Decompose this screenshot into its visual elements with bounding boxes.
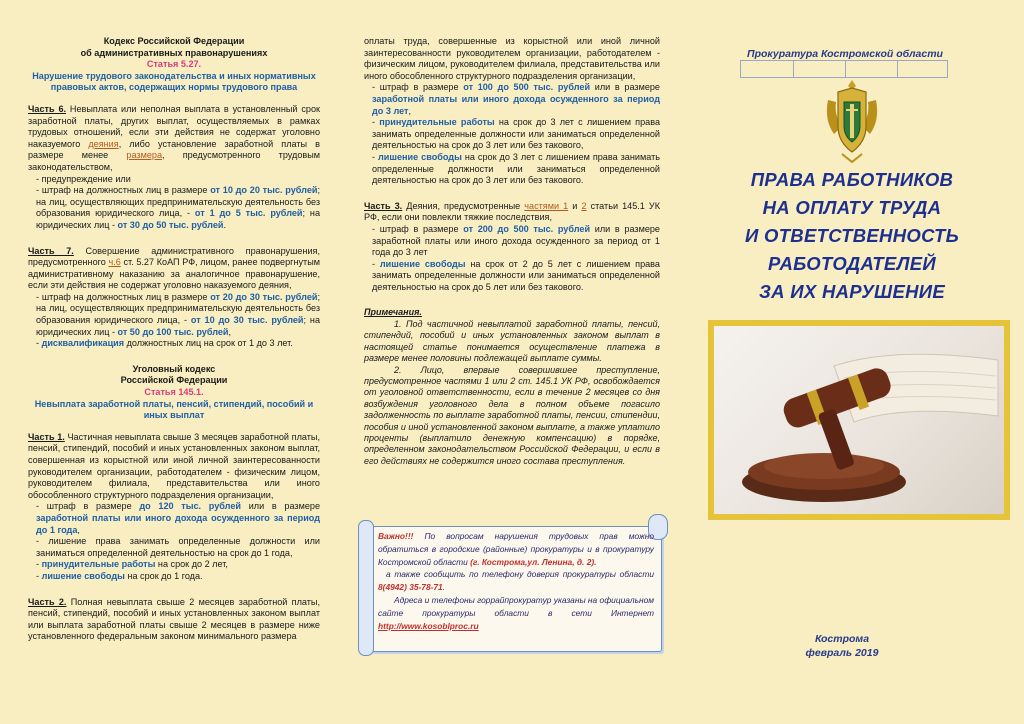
uk-part2: Часть 2. Полная невыплата свыше 2 месяцев заработной платы, пенсий, стипендий, пособий и иных установленных законом выплат или выплата заработной платы свыше 2 месяцев в размере ниже установленного федеральным законом минимального размера [28,596,320,642]
note-2: 2. Лицо, впервые совершившее преступление, предусмотренное частями 1 или 2 ст. 145.1 УК РФ, освобождается от уголовной ответственности, если в течение 2 месяцев со дня возбуждения уголовного дела в полном объеме погасило задолженность по выплате заработной платы, пенсии, стипендии, пособия и иной установленной законом выплате, а также уплатило проценты (выплатило денежную компенсацию) в порядке, определенном законодательством Российской Федерации, и если в его действиях не содержится иного состава преступления. [364,364,660,466]
koap-heading-2: об административных правонарушениях [80,47,268,58]
uk-heading-2: Российской Федерации [120,375,228,386]
uk-part2-item-3: - лишение свободы на срок до 3 лет с лишением права занимать определенные должности или заниматься определенной деятельностью на срок до 3 лет или без такового. [372,151,660,186]
link-parts-1[interactable]: частями 1 [524,200,569,211]
koap-part6: Часть 6. Невыплата или неполная выплата в установленный срок заработной платы, других выплат, осуществляемых в рамках трудовых отношений, если эти действия не содержат уголовно наказуемого деяния, либо установление заработной платы в размере менее размера, предусмотренного трудовым законодательством, [28,103,321,172]
scroll-curl-left [358,520,374,656]
left-panel [0,0,342,724]
uk-part2-item-1: - штраф в размере от 100 до 500 тыс. рублей или в размере заработной платы или иного дохода осужденного за период до 3 лет, [372,82,660,116]
city-date [772,632,912,660]
part6-item-2: - штраф на должностных лиц в размере от 10 до 20 тыс. рублей; на лиц, осуществляющих предпринимательскую деятельность без образования юридического лица, - от 1 до 5 тыс. рублей; на юридических лиц - от 30 до 50 тыс. рублей. [36,185,320,230]
uk-article: Статья 145.1. [144,387,204,398]
prosecutor-emblem-icon [820,76,884,164]
gavel-and-book-image [714,326,1004,514]
city-name: Кострома [814,633,870,645]
uk-part2-item-2: - принудительные работы на срок до 3 лет с лишением права занимать определенные должности или заниматься определенной деятельностью на срок до 3 лет или без такового, [372,117,661,151]
uk-part3-item-2: - лишение свободы на срок от 2 до 5 лет с лишением права занимать определенные должности или заниматься определенной деятельностью на срок до 5 лет или без такового. [372,258,660,292]
important-label: Важно!!! [378,531,414,541]
cover-panel [672,0,1024,724]
koap-article-title: Нарушение трудового законодательства и иных нормативных правовых актов, содержащих нормы трудового права [32,70,316,93]
uk-heading-1: Уголовный кодекс [132,363,216,374]
gavel-photo [708,320,1010,520]
koap-article: Статья 5.27. [146,59,202,70]
brochure-title: ПРАВА РАБОТНИКОВ НА ОПЛАТУ ТРУДА И ОТВЕТСТВЕННОСТЬ РАБОТОДАТЕЛЕЙ ЗА ИХ НАРУШЕНИЕ [744,169,960,302]
koap-part7: Часть 7. Совершение административного правонарушения, предусмотренного ч.6 ст. 5.27 КоАП РФ, лицом, ранее подвергнутым административному наказанию за аналогичное правонарушение, если эти действия не содержат уголовно наказуемого деяния, [28,245,320,291]
uk-part1-item-3: - принудительные работы на срок до 2 лет, [36,559,228,570]
koap-heading-1: Кодекс Российской Федерации [103,36,245,46]
scroll-text: Важно!!! По вопросам нарушения трудовых прав можно обратиться в городские (районные) прокуратуры и в прокуратуру Костромской области (г. Кострома,ул. Ленина, д. 2). а также сообщить по телефону доверия прокуратуры области 8(4942) 35-78-71. Адреса и телефоны горрайпрокуратур указаны на официальном сайте прокуратуры области в сети Интернет http://www.kosoblproc.ru [378,531,654,631]
notes-title: Примечания. [364,307,422,318]
uk-part1: Часть 1. Частичная невыплата свыше 3 месяцев заработной платы, пенсий, стипендий, пособий и иных установленных законом выплат, совершенная из корыстной или иной личной заинтересованности руководителем организации, работодателем - физическим лицом, руководителем филиала, представительства или иного обособленного структурного подразделения организации, [28,431,320,500]
uk-part1-item-4: - лишение свободы на срок до 1 года. [36,570,203,581]
part6-item-1: - предупреждение или [36,173,131,184]
hotline-phone[interactable]: 8(4942) 35-78-71 [378,582,443,593]
uk-part3-item-1: - штраф в размере от 200 до 500 тыс. рублей или в размере заработной платы или иного дохода осужденного за период от 1 года до 3 лет [372,223,660,258]
part7-item-2: - дисквалификация должностных лиц на срок от 1 до 3 лет. [36,338,293,349]
part6-label: Часть 6. [28,103,67,114]
uk-part1-item-1: - штраф в размере до 120 тыс. рублей или в размере заработной платы или иного дохода осужденного за период до 1 года, [36,501,321,535]
part7-label: Часть 7. [28,245,74,256]
important-notice-scroll [356,520,662,654]
link-ch6[interactable]: ч.6 [108,257,121,268]
link-part-2[interactable]: 2 [581,200,587,211]
note-1: 1. Под частичной невыплатой заработной платы, пенсий, стипендий, пособий и иных установленных законом выплат в настоящей статье понимается осуществление платежа в размере менее половины подлежащей выплате суммы. [364,318,660,364]
uk-part2-continued: оплаты труда, совершенные из корыстной или иной личной заинтересованности руководителем организации, работодателем - физическим лицом, руководителем филиала, представительства или иного обособленного структурного подразделения организации, [364,36,660,81]
prosecutor-office-name: Прокуратура Костромской области [747,48,943,60]
uk-article-title: Невыплата заработной платы, пенсий, стипендий, пособий и иных выплат [34,398,314,421]
publication-date: февраль 2019 [805,647,879,659]
website-link[interactable]: http://www.kosoblproc.ru [378,620,479,631]
prosecutor-address: (г. Кострома,ул. Ленина, д. 2). [470,556,597,567]
part7-item-1: - штраф на должностных лиц в размере от 20 до 30 тыс. рублей; на лиц, осуществляющих предпринимательскую деятельность без образования юридического лица, - от 10 до 30 тыс. рублей; на юридических лиц - от 50 до 100 тыс. рублей, [36,291,320,337]
link-razmera[interactable]: размера [126,150,162,161]
uk-part1-item-2: - лишение права занимать определенные должности или заниматься определенной деятельностью на срок до 1 года, [36,536,320,558]
link-deyaniya[interactable]: деяния [88,138,119,149]
uk-part3: Часть 3. Деяния, предусмотренные частями 1 и 2 статьи 145.1 УК РФ, если они повлекли тяжкие последствия, [364,200,660,223]
